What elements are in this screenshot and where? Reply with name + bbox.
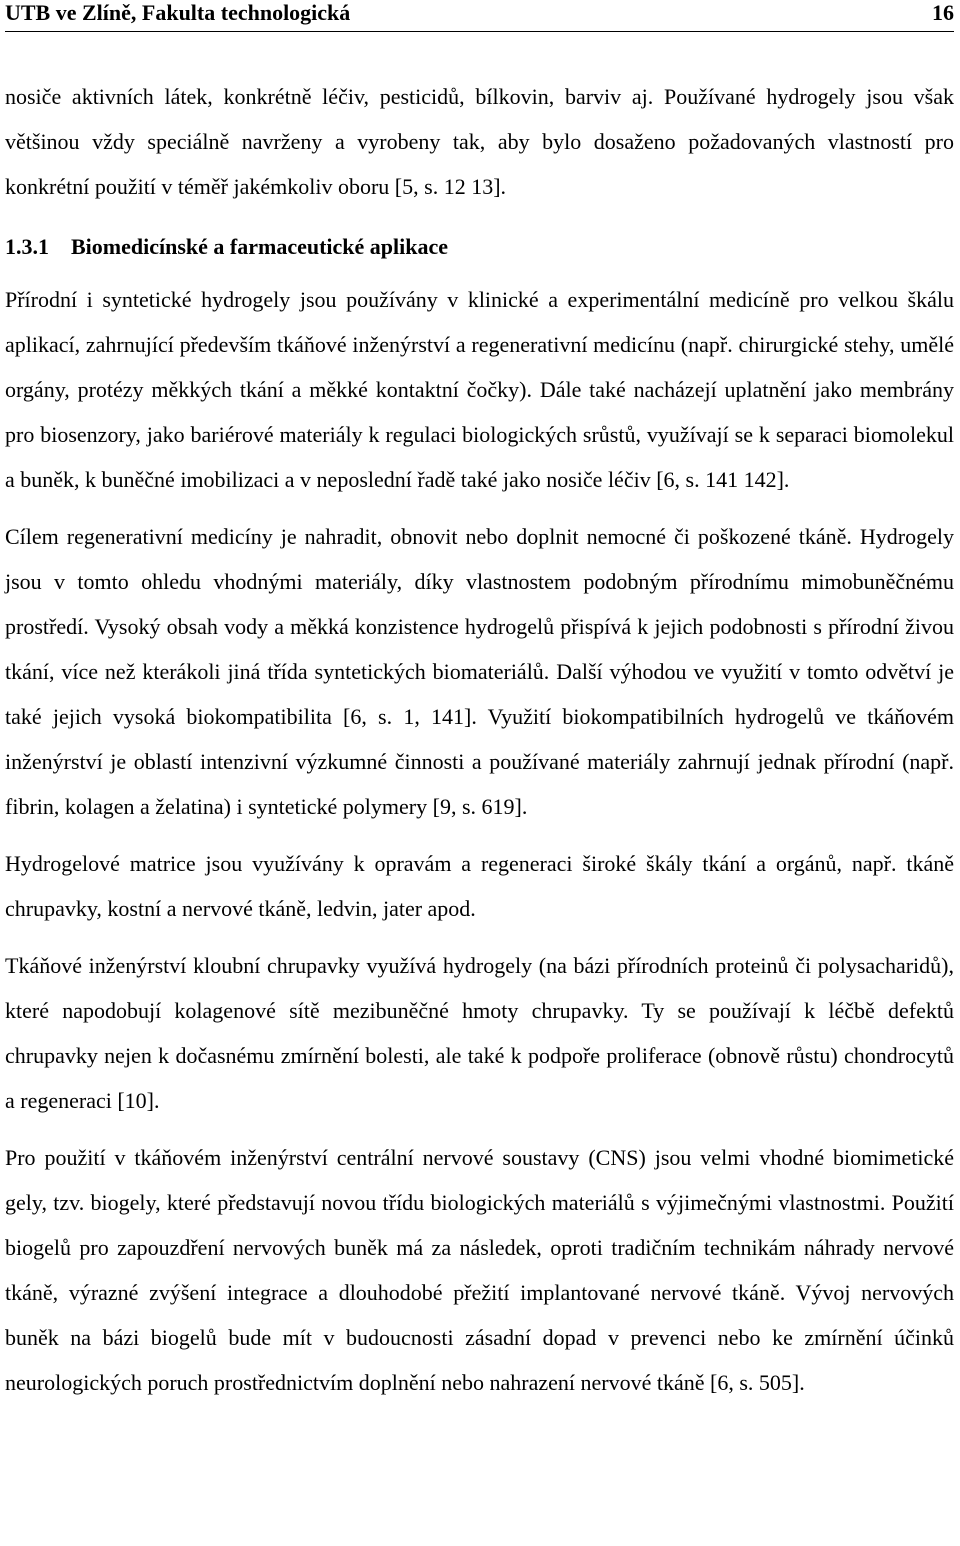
- section-heading: [5, 221, 954, 273]
- paragraph: nosiče aktivních látek, konkrétně léčiv, pesticidů, bílkovin, barviv aj. Používané hydrogely jsou však většinou vždy speciálně navrženy a vyrobeny tak, aby bylo dosaženo požadovaných vlastností pro konkrétní použití v téměř jakémkoliv oboru [5, s. 12 13].: [5, 84, 954, 199]
- paragraph: Tkáňové inženýrství kloubní chrupavky využívá hydrogely (na bázi přírodních proteinů či polysacharidů), které napodobují kolagenové sítě mezibuněčné hmoty chrupavky. Ty se používají k léčbě defektů chrupavky nejen k dočasnému zmírnění bolesti, ale také k podpoře proliferace (obnově růstu) chondrocytů a regeneraci [10].: [5, 953, 954, 1113]
- section-title: Biomedicínské a farmaceutické aplikace: [71, 234, 449, 259]
- paragraph: Pro použití v tkáňovém inženýrství centrální nervové soustavy (CNS) jsou velmi vhodné biomimetické gely, tzv. biogely, které představují novou třídu biologických materiálů s výjimečnými vlastnostmi. Použití biogelů pro zapouzdření nervových buněk má za následek, oproti tradičním technikám náhrady nervové tkáně, výrazné zvýšení integrace a dlouhodobé přežití implantované nervové tkáně. Vývoj nervových buněk na bázi biogelů bude mít v budoucnosti zásadní dopad v prevenci nebo ke zmírnění účinků neurologických poruch prostřednictvím doplnění nebo nahrazení nervové tkáně [6, s. 505].: [5, 1145, 954, 1395]
- section-number: 1.3.1: [5, 234, 49, 259]
- document-body: [5, 74, 954, 1417]
- running-header: [5, 0, 954, 36]
- paragraph: Přírodní i syntetické hydrogely jsou používány v klinické a experimentální medicíně pro velkou škálu aplikací, zahrnující především tkáňové inženýrství a regenerativní medicínu (např. chirurgické stehy, umělé orgány, protézy měkkých tkání a měkké kontaktní čočky). Dále také nacházejí uplatnění jako membrány pro biosenzory, jako bariérové materiály k regulaci biologických srůstů, využívají se k separaci biomolekul a buněk, k buněčné imobilizaci a v neposlední řadě také jako nosiče léčiv [6, s. 141 142].: [5, 287, 954, 492]
- page-number: 16: [932, 0, 954, 25]
- paragraph: Cílem regenerativní medicíny je nahradit, obnovit nebo doplnit nemocné či poškozené tkáně. Hydrogely jsou v tomto ohledu vhodnými materiály, díky vlastnostem podobným přírodnímu mimobuněčnému prostředí. Vysoký obsah vody a měkká konzistence hydrogelů přispívá k jejich podobnosti s přírodní živou tkání, více než kterákoli jiná třída syntetických biomateriálů. Další výhodou ve využití v tomto odvětví je také jejich vysoká biokompatibilita [6, s. 1, 141]. Využití biokompatibilních hydrogelů ve tkáňovém inženýrství je oblastí intenzivní výzkumné činnosti a používané materiály zahrnují jednak přírodní (např. fibrin, kolagen a želatina) i syntetické polymery [9, s. 619].: [5, 524, 954, 819]
- header-rule: [5, 31, 954, 32]
- paragraph: Hydrogelové matrice jsou využívány k opravám a regeneraci široké škály tkání a orgánů, např. tkáně chrupavky, kostní a nervové tkáně, ledvin, jater apod.: [5, 851, 954, 921]
- header-title: UTB ve Zlíně, Fakulta technologická: [5, 0, 351, 25]
